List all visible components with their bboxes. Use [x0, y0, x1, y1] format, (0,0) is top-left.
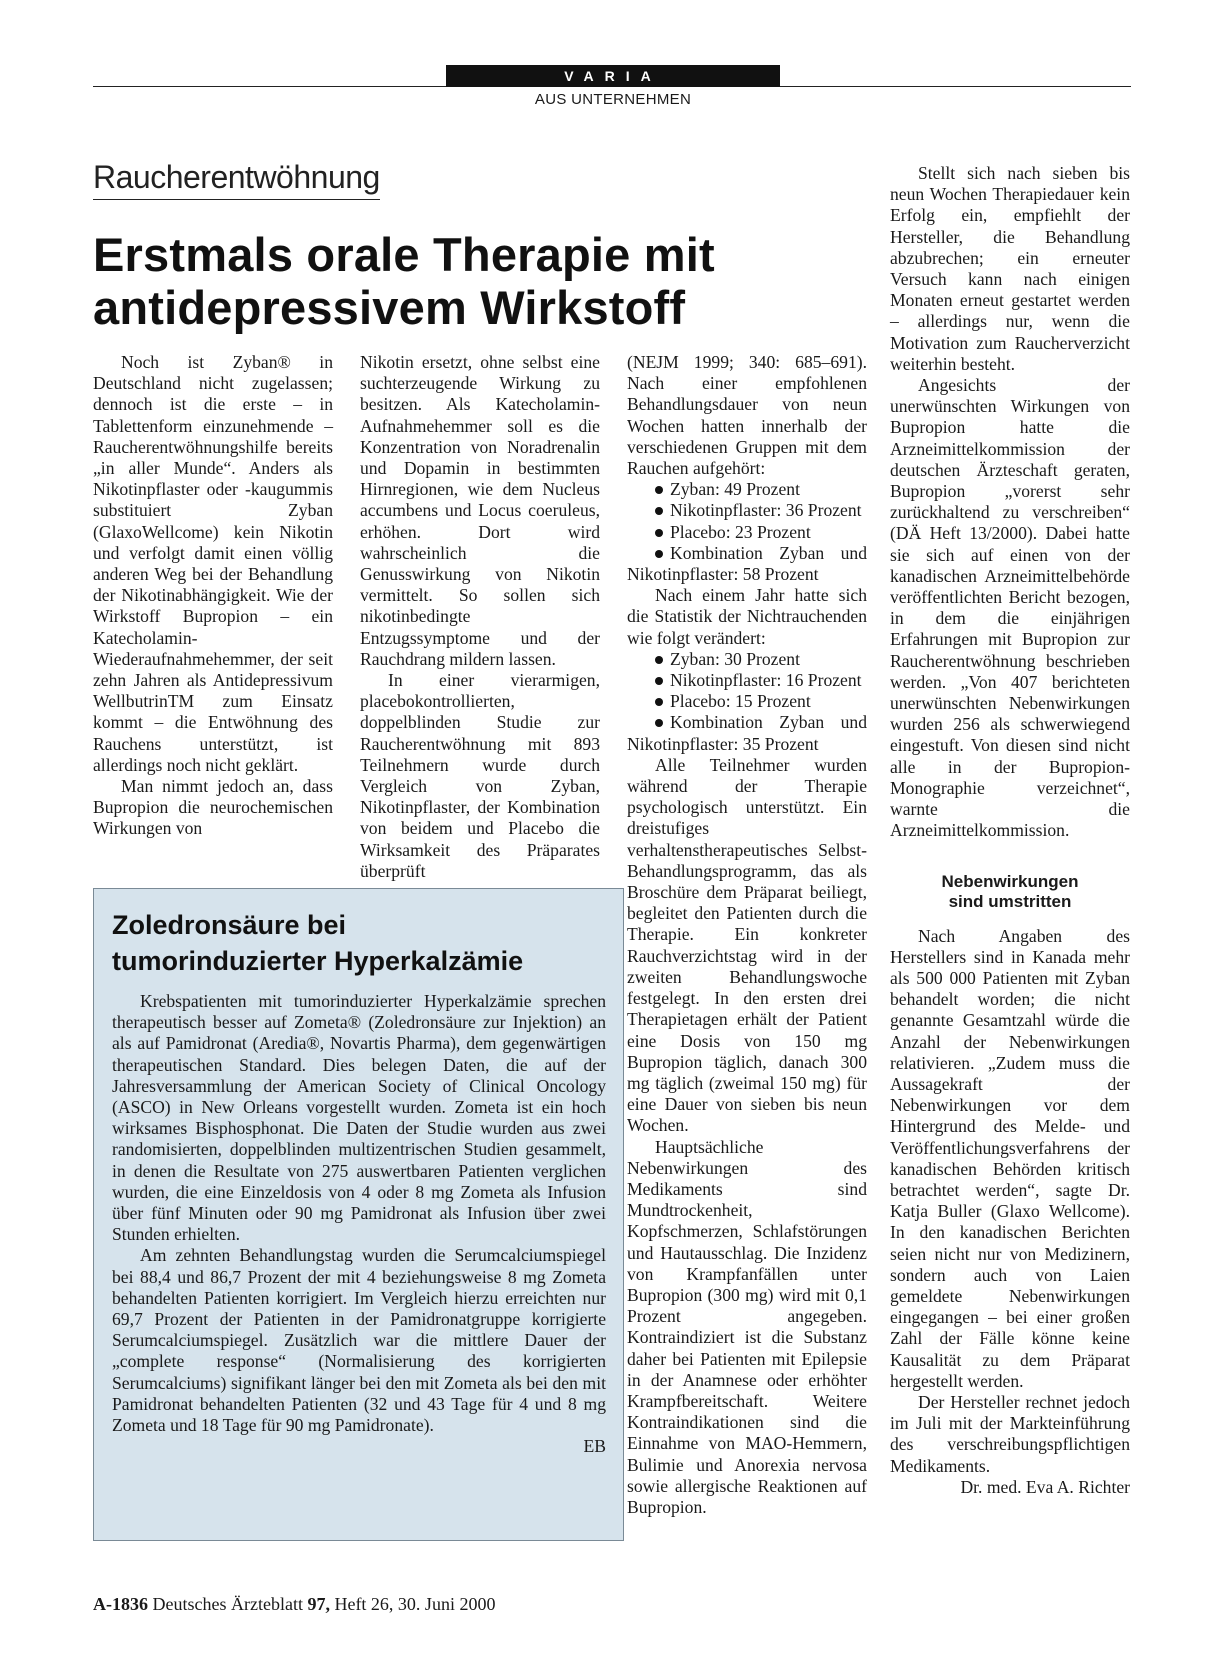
list-item: Zyban: 49 Prozent — [627, 479, 867, 500]
subsection-label: AUS UNTERNEHMEN — [534, 91, 692, 108]
section-subheading — [890, 872, 1130, 912]
article-column-2 — [360, 352, 600, 882]
article-headline — [93, 228, 853, 334]
paragraph: Angesichts der unerwünschten Wirkungen von Bupropion hatte die Arzneimittelkommission der deutschen Ärzteschaft geraten, Bupropion „vorerst sehr zurückhaltend zu verschreiben“ (DÄ Heft 13/2000). Dabei hatte sie sich auf einen von der kanadischen Arzneimittelbehörde veröffentlichten Bericht bezogen, in dem die einjährigen Erfahrungen mit Bupropion zur Raucherentwöhnung beschrieben werden. „Von 407 berichteten unerwünschten Nebenwirkungen wurden 256 als schwerwiegend eingestuft. Von diesen sind nicht alle in der Bupropion-Monographie verzeichnet“, warnte die Arzneimittelkommission. — [890, 375, 1130, 841]
paragraph: Nach einem Jahr hatte sich die Statistik der Nichtrauchenden wie folgt verändert: — [627, 585, 867, 648]
bullet-icon — [655, 529, 663, 537]
journal-issue: Heft 26, 30. Juni 2000 — [334, 1594, 496, 1614]
box-title-line-1: Zoledronsäure bei — [112, 910, 347, 940]
headline-line-1: Erstmals orale Therapie mit — [93, 228, 715, 281]
bullet-icon — [655, 550, 663, 558]
list-item: Placebo: 15 Prozent — [627, 691, 867, 712]
bullet-icon — [655, 507, 663, 515]
bullet-icon — [655, 677, 663, 685]
article-column-4 — [890, 163, 1130, 1498]
bullet-icon — [655, 486, 663, 494]
page-footer — [93, 1594, 495, 1615]
list-item: Placebo: 23 Prozent — [627, 522, 867, 543]
box-body — [112, 991, 606, 1457]
paragraph: Krebspatienten mit tumorinduzierter Hyperkalzämie sprechen therapeutisch besser auf Zometa® (Zoledronsäure zur Injektion) an als auf Pamidronat (Aredia®, Novartis Pharma), dem gegenwärtigen therapeutischen Standard. Dies belegen Daten, die auf der Jahresversammlung der American Society of Clinical Oncology (ASCO) in New Orleans vorgestellt wurden. Zometa ist ein hoch wirksames Bisphosphonat. Die Daten der Studie wurden aus zwei randomisierten, doppelblinden multizentrischen Studien gesammelt, in denen die Resultate von 275 auswertbaren Patienten verglichen wurden, die eine Einzeldosis von 4 oder 8 mg Zometa als Infusion über fünf Minuten oder 90 mg Pamidronat als Infusion über zwei Stunden erhielten. — [112, 991, 606, 1245]
bullet-icon — [655, 656, 663, 664]
paragraph: Nikotin ersetzt, ohne selbst eine suchterzeugende Wirkung zu besitzen. Als Katecholamin-Aufnahmehemmer soll es die Konzentration von Noradrenalin und Dopamin in bestimmten Hirnregionen, wie dem Nucleus accumbens und Locus coeruleus, erhöhen. Dort wird wahrscheinlich die Genusswirkung von Nikotin vermittelt. So sollen sich nikotinbedingte Entzugssymptome und der Rauchdrang mildern lassen. — [360, 352, 600, 669]
subheading-line-2: sind umstritten — [948, 891, 1072, 911]
paragraph: Nach Angaben des Herstellers sind in Kanada mehr als 500 000 Patienten mit Zyban behandelt worden; die nicht genannte Gesamtzahl würde die Anzahl der Nebenwirkungen relativieren. „Zudem muss die Aussagekraft der Nebenwirkungen vor dem Hintergrund des Melde- und Veröffentlichungsverfahrens der kanadischen Behörden kritisch betrachtet werden“, sagte Dr. Katja Buller (Glaxo Wellcome). In den kanadischen Berichten seien nicht nur von Medizinern, sondern auch von Laien gemeldete Nebenwirkungen eingegangen – bei einer großen Zahl der Fälle könne keine Kausalität zu dem Präparat hergestellt werden. — [890, 925, 1130, 1391]
paragraph: Hauptsächliche Nebenwirkungen des Medikaments sind Mundtrockenheit, Kopfschmerzen, Schlafstörungen und Hautausschlag. Die Inzidenz von Krampfanfällen unter Bupropion (300 mg) wird mit 0,1 Prozent angegeben. Kontraindiziert ist die Substanz daher bei Patienten mit Epilepsie in der Anamnese oder erhöhter Krampfbereitschaft. Weitere Kontraindikationen sind die Einnahme von MAO-Hemmern, Bulimie und Anorexia nervosa sowie allergische Reaktionen auf Bupropion. — [627, 1136, 867, 1517]
paragraph: Man nimmt jedoch an, dass Bupropion die neurochemischen Wirkungen von — [93, 776, 333, 839]
article-kicker: Raucherentwöhnung — [93, 160, 380, 200]
list-item: Kombination Zyban und Nikotinpflaster: 35 Prozent — [627, 712, 867, 754]
journal-volume: 97, — [307, 1594, 330, 1614]
paragraph: In einer vierarmigen, placebokontrollierten, doppelblinden Studie zur Raucherentwöhnung mit 893 Teilnehmern wurde durch Vergleich von Zyban, Nikotinpflaster, der Kombination von beidem und Placebo die Wirksamkeit des Präparates überprüft — [360, 670, 600, 881]
journal-name: Deutsches Ärzteblatt — [152, 1594, 303, 1614]
box-title-line-2: tumorinduzierter Hyperkalzämie — [112, 946, 524, 976]
author-byline: Dr. med. Eva A. Richter — [960, 1476, 1130, 1497]
box-signature: EB — [583, 1436, 606, 1457]
paragraph: (NEJM 1999; 340: 685–691). Nach einer empfohlenen Behandlungsdauer von neun Wochen hatten innerhalb der verschiedenen Gruppen mit dem Rauchen aufgehört: — [627, 352, 867, 479]
article-column-1 — [93, 352, 333, 840]
bullet-icon — [655, 719, 663, 727]
paragraph: Am zehnten Behandlungstag wurden die Serumcalciumspiegel bei 88,4 und 86,7 Prozent der mit 4 beziehungsweise 8 mg Zometa behandelten Patienten korrigiert. Im Vergleich hierzu erreichten nur 69,7 Prozent der Patienten in der Pamidronatgruppe korrigierte Serumcalciumspiegel. Zusätzlich war die mittlere Dauer der „complete response“ (Normalisierung des korrigierten Serumcalciums) signifikant länger bei den mit Zometa als bei den mit Pamidronat behandelten Patienten (32 und 43 Tage für 4 und 8 mg Zometa und 18 Tage für 90 mg Pamidronate). — [112, 1245, 606, 1436]
list-item: Kombination Zyban und Nikotinpflaster: 58 Prozent — [627, 542, 867, 585]
section-label: VARIA — [446, 65, 780, 87]
subheading-line-1: Nebenwirkungen — [941, 871, 1079, 891]
paragraph: Der Hersteller rechnet jedoch im Juli mit der Markteinführung des verschreibungspflichtigen Medikaments. — [890, 1391, 1130, 1476]
page-number: A-1836 — [93, 1594, 148, 1614]
bullet-icon — [655, 698, 663, 706]
news-box — [93, 888, 624, 1541]
headline-line-2: antidepressivem Wirkstoff — [93, 281, 686, 334]
article-column-3 — [627, 352, 867, 1518]
list-item: Zyban: 30 Prozent — [627, 649, 867, 670]
paragraph: Stellt sich nach sieben bis neun Wochen Therapiedauer kein Erfolg ein, empfiehlt der Hersteller, die Behandlung abzubrechen; ein erneuter Versuch kann nach einigen Monaten erneut gestartet werden – allerdings nur, wenn die Motivation zum Raucherverzicht weiterhin besteht. — [890, 163, 1130, 374]
list-item: Nikotinpflaster: 16 Prozent — [627, 670, 867, 691]
list-item: Nikotinpflaster: 36 Prozent — [627, 500, 867, 521]
paragraph: Noch ist Zyban® in Deutschland nicht zugelassen; dennoch ist die erste – in Tablettenform einzunehmende – Raucherentwöhnungshilfe bereits „in aller Munde“. Anders als Nikotinpflaster oder -kaugummis substituiert Zyban (GlaxoWellcome) kein Nikotin und verfolgt damit einen völlig anderen Weg bei der Behandlung der Nikotinabhängigkeit. Wie der Wirkstoff Bupropion – ein Katecholamin-Wiederaufnahmehemmer, der seit zehn Jahren als Antidepressivum WellbutrinTM zum Einsatz kommt – die Entwöhnung des Rauchens unterstützt, ist allerdings noch nicht geklärt. — [93, 352, 333, 775]
box-title — [112, 907, 612, 979]
paragraph: Alle Teilnehmer wurden während der Therapie psychologisch unterstützt. Ein dreistufiges verhaltenstherapeutisches Selbst-Behandlungsprogramm, das als Broschüre dem Präparat beiliegt, begleitet den Patienten durch die Therapie. Ein konkreter Rauchverzichtstag wird in der zweiten Behandlungswoche festgelegt. In den ersten drei Therapietagen erhält der Patient eine Dosis von 150 mg Bupropion täglich, danach 300 mg täglich (zweimal 150 mg) für eine Dauer von sieben bis neun Wochen. — [627, 754, 867, 1136]
